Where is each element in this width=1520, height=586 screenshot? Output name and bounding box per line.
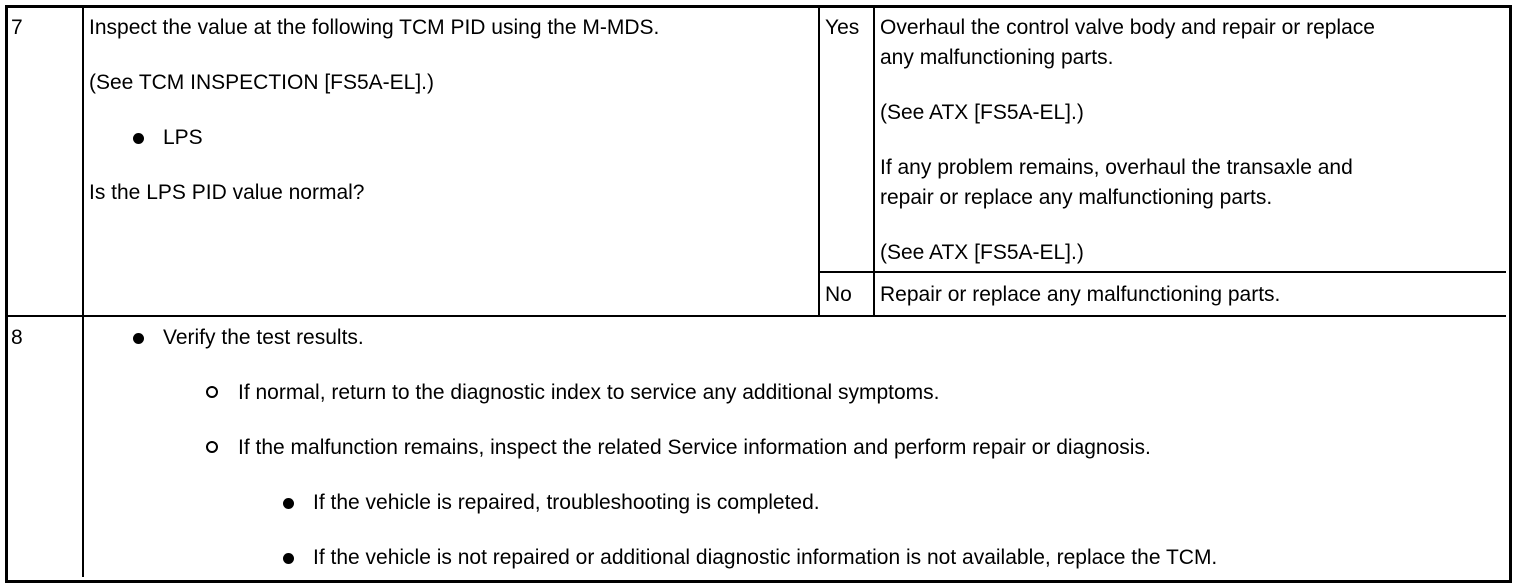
hollow-bullet-icon	[206, 441, 218, 453]
yes-result-line3: If any problem remains, overhaul the transaxle and	[880, 156, 1353, 179]
row-divider-step8	[8, 315, 1506, 317]
step-number-7: 7	[11, 16, 23, 39]
step8-subsub-repaired: If the vehicle is repaired, troubleshooting is completed.	[313, 491, 820, 514]
step7-question: Is the LPS PID value normal?	[89, 181, 365, 204]
step8-bullet-verify: Verify the test results.	[163, 326, 364, 349]
step7-action-text: Inspect the value at the following TCM PID using the M-MDS.	[89, 16, 660, 39]
yes-result-line2: any malfunctioning parts.	[880, 46, 1114, 69]
yes-result-line1: Overhaul the control valve body and repair or replace	[880, 16, 1375, 39]
column-divider-action	[818, 8, 820, 315]
yes-see-reference-1: (See ATX [FS5A-EL].)	[880, 101, 1084, 124]
yes-result-line4: repair or replace any malfunctioning parts.	[880, 186, 1273, 209]
no-label: No	[825, 283, 852, 306]
column-divider-number	[82, 8, 84, 577]
yes-label: Yes	[825, 16, 860, 39]
step8-sub-normal: If normal, return to the diagnostic index to service any additional symptoms.	[238, 381, 940, 404]
hollow-bullet-icon	[206, 386, 218, 398]
no-result-text: Repair or replace any malfunctioning parts.	[880, 283, 1281, 306]
bullet-icon	[283, 498, 294, 509]
step7-see-reference: (See TCM INSPECTION [FS5A-EL].)	[89, 71, 435, 94]
bullet-icon	[133, 333, 144, 344]
bullet-icon	[133, 133, 144, 144]
bullet-icon	[283, 553, 294, 564]
row-divider-yes-no	[818, 271, 1506, 273]
yes-see-reference-2: (See ATX [FS5A-EL].)	[880, 241, 1084, 264]
step-number-8: 8	[11, 326, 23, 349]
step7-bullet-lps: LPS	[163, 126, 203, 149]
step8-sub-malfunction: If the malfunction remains, inspect the related Service information and perform repair or diagnosis.	[238, 436, 1151, 459]
step8-subsub-not-repaired: If the vehicle is not repaired or additional diagnostic information is not available, replace the TCM.	[313, 546, 1218, 569]
column-divider-result	[873, 8, 875, 315]
